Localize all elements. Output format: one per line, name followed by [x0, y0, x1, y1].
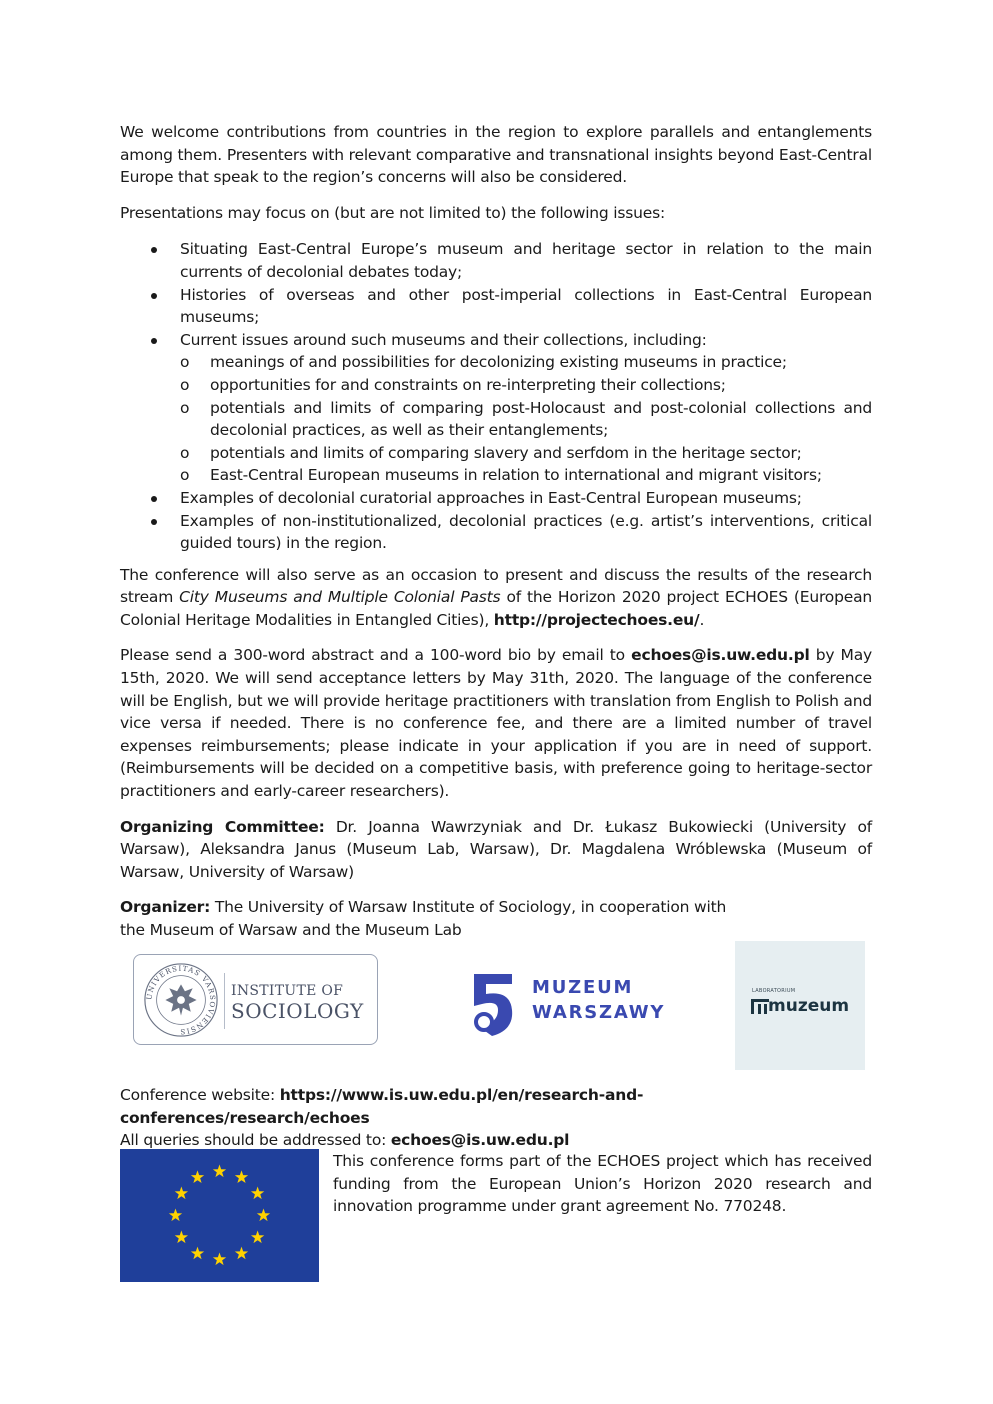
- list-item: Histories of overseas and other post-imperial collections in East-Central European museums;: [120, 284, 872, 329]
- sub-list-item: o meanings of and possibilities for decolonizing existing museums in practice;: [180, 351, 872, 374]
- circle-bullet-icon: o: [180, 353, 190, 372]
- circle-bullet-icon: o: [180, 375, 190, 394]
- issues-intro: Presentations may focus on (but are not limited to) the following issues:: [120, 203, 666, 222]
- lab-logo-small-text: LABORATORIUM: [752, 988, 796, 994]
- bullet-icon: [151, 338, 157, 344]
- website-link[interactable]: https://www.is.uw.edu.pl/en/research-and-conferences/research/echoes: [120, 1086, 644, 1127]
- organizer-label: Organizer:: [120, 898, 211, 917]
- list-item: Examples of non-institutionalized, decolonial practices (e.g. artist’s interventions, critical guided tours) in the region.: [120, 510, 872, 555]
- queries-line: All queries should be addressed to: echoes@is.uw.edu.pl: [120, 1131, 570, 1150]
- sub-list-item: o opportunities for and constraints on re-interpreting their collections;: [180, 374, 872, 397]
- funding-statement: This conference forms part of the ECHOES project which has received funding from the European Union’s Horizon 2020 research and innovation programme under grant agreement No. 770248.: [333, 1152, 872, 1216]
- sub-list-item: o potentials and limits of comparing slavery and serfdom in the heritage sector;: [180, 442, 872, 465]
- bullet-icon: [151, 293, 157, 299]
- list-item: Examples of decolonial curatorial approaches in East-Central European museums;: [120, 487, 872, 510]
- institute-logo-line2: SOCIOLOGY: [231, 999, 364, 1023]
- eu-flag-icon: [120, 1149, 319, 1282]
- list-item: Situating East-Central Europe’s museum and heritage sector in relation to the main currents of decolonial debates today;: [120, 238, 872, 283]
- committee-paragraph: Organizing Committee: Dr. Joanna Wawrzyniak and Dr. Łukasz Bukowiecki (University of Warsaw), Aleksandra Janus (Museum Lab, Warsaw), Dr. Magdalena Wróblewska (Museum of Warsaw, University of Warsaw): [120, 817, 872, 881]
- circle-bullet-icon: o: [180, 466, 190, 485]
- project-link[interactable]: http://projectechoes.eu/: [493, 610, 700, 629]
- queries-email-link[interactable]: echoes@is.uw.edu.pl: [390, 1131, 570, 1150]
- document-body: [120, 121, 872, 955]
- research-stream-title: City Museums and Multiple Colonial Pasts: [179, 588, 501, 607]
- list-item: Current issues around such museums and their collections, including: o meanings of and possibilities for decolonizing existing museums in practice; o opportunities for and constraints on re-interpreting their collections; o potentials and limits of comparing post-Holocaust and post-colonial collections and decolonial practices, as well as their entanglements; o potentials and limits of comparing slavery and serfdom in the heritage sector; o East-Central European museums in relation to international and migrant visitors;: [120, 329, 872, 487]
- submission-paragraph: Please send a 300-word abstract and a 100-word bio by email to echoes@is.uw.edu.pl by May 15th, 2020. We will send acceptance letters by May 31th, 2020. The language of the conference will be English, but we will provide heritage practitioners with translation from English to Polish and vice versa if needed. There is no conference fee, and there are a limited number of travel expenses reimbursements; please indicate in your application if you are in need of support. (Reimbursements will be decided on a competitive basis, with preference going to heritage-sector practitioners and early-career researchers).: [120, 646, 873, 801]
- muzeum-logo-line2: WARSZAWY: [532, 1002, 666, 1023]
- museum-lab-logo: [735, 941, 865, 1070]
- logo-divider: [224, 973, 225, 1029]
- muzeum-warszawy-logo: [470, 972, 670, 1042]
- seal-text: UNIVERSITAS VARSOVIENSIS: [144, 963, 218, 1037]
- submission-email-link[interactable]: echoes@is.uw.edu.pl: [631, 646, 810, 665]
- circle-bullet-icon: o: [180, 398, 190, 417]
- sub-list-item: o potentials and limits of comparing post-Holocaust and post-colonial collections and decolonial practices, as well as their entanglements;: [180, 398, 872, 440]
- issues-list: [120, 238, 872, 554]
- conference-paragraph: The conference will also serve as an occasion to present and discuss the results of the research stream City Museums and Multiple Colonial Pasts of the Horizon 2020 project ECHOES (European Colonial Heritage Modalities in Entangled Cities), http://projectechoes.eu/.: [120, 565, 872, 629]
- intro-paragraph: We welcome contributions from countries in the region to explore parallels and entanglements among them. Presenters with relevant comparative and transnational insights beyond East-Central Europe that speak to the region’s concerns will also be considered.: [120, 123, 872, 187]
- lab-mark-icon: [751, 999, 769, 1014]
- muzeum-logo-line1: MUZEUM: [532, 977, 634, 998]
- muzeum-mark-icon: [470, 972, 520, 1040]
- sub-issues-list: [180, 351, 872, 487]
- institute-of-sociology-logo: [133, 954, 378, 1045]
- sub-list-item: o East-Central European museums in relation to international and migrant visitors;: [180, 464, 872, 487]
- bullet-icon: [151, 496, 157, 502]
- institute-logo-line1: INSTITUTE OF: [231, 983, 344, 999]
- bullet-icon: [151, 519, 157, 525]
- contact-block: [120, 1084, 880, 1152]
- circle-bullet-icon: o: [180, 443, 190, 462]
- bullet-icon: [151, 247, 157, 253]
- committee-label: Organizing Committee:: [120, 817, 325, 836]
- website-line: Conference website: https://www.is.uw.edu.pl/en/research-and-conferences/research/echoes: [120, 1086, 644, 1127]
- lab-logo-big-text: muzeum: [768, 996, 850, 1016]
- university-seal-icon: [142, 961, 220, 1039]
- organizer-paragraph: Organizer: The University of Warsaw Institute of Sociology, in cooperation with the Museum of Warsaw and the Museum Lab: [120, 898, 727, 939]
